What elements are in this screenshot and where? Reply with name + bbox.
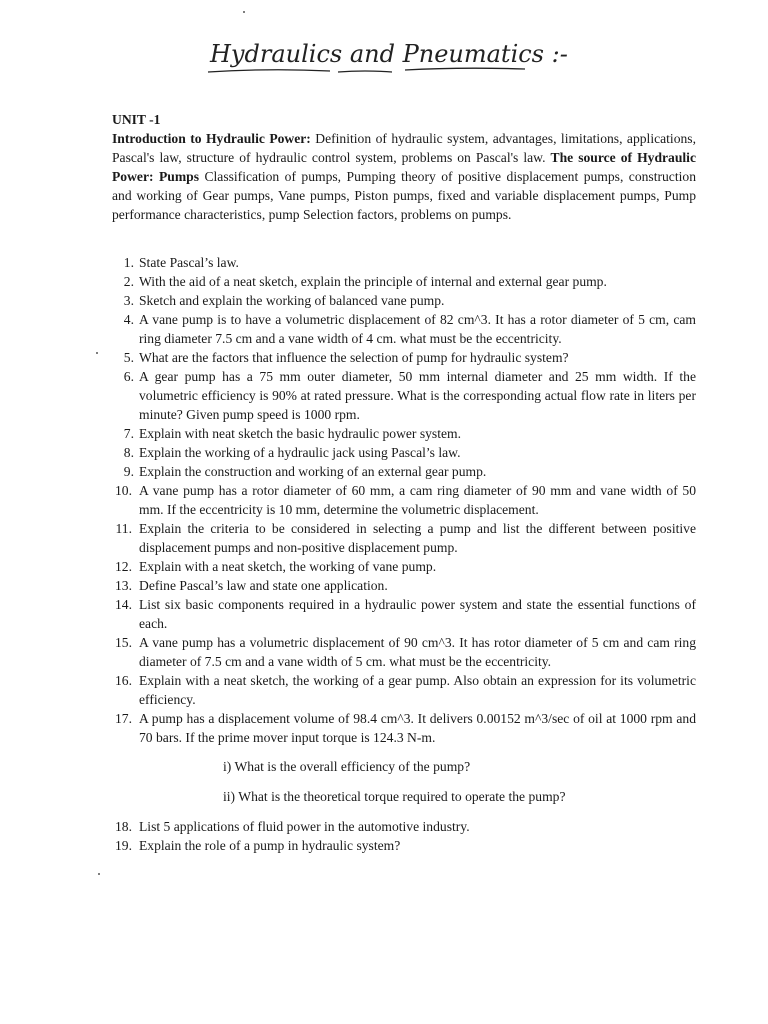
question-text: A pump has a displacement volume of 98.4 cm^3. It delivers 0.00152 m^3/sec of oil at 1000 rpm and 70 bars. If the prime mover input torque is 124.3 N-m.: [139, 711, 696, 745]
question-text: Define Pascal’s law and state one application.: [139, 578, 388, 593]
question-text: Explain with a neat sketch, the working of a gear pump. Also obtain an expression for its volumetric efficiency.: [139, 673, 696, 707]
question-number: 2.: [123, 274, 134, 289]
question-number: 15.: [115, 635, 132, 650]
scan-speck: [96, 352, 98, 354]
question-number: 14.: [115, 597, 132, 612]
syllabus-heading: The source of Hydraulic Power: Pumps: [112, 150, 696, 184]
question-number: 16.: [115, 673, 132, 688]
question-item: [112, 481, 696, 519]
question-text: List six basic components required in a hydraulic power system and state the essential functions of each.: [139, 597, 696, 631]
sub-question-item: i) What is the overall efficiency of the pump?: [223, 759, 471, 774]
title-underline: [208, 70, 330, 72]
question-item: [112, 272, 696, 291]
document-body: [112, 110, 696, 855]
question-number: 4.: [123, 312, 134, 327]
question-text: List 5 applications of fluid power in the automotive industry.: [139, 819, 470, 834]
question-text: A vane pump has a volumetric displacement of 90 cm^3. It has rotor diameter of 5 cm and cam ring diameter of 7.5 cm and a vane width of 5 cm. what must be the eccentricity.: [139, 635, 696, 669]
syllabus-text: Definition of hydraulic system, advantages, limitations, applications, Pascal's law, structure of hydraulic control system, problems on Pascal's law.: [112, 131, 696, 165]
question-item: [112, 633, 696, 671]
syllabus-heading: Introduction to Hydraulic Power:: [112, 131, 311, 146]
question-item: [112, 348, 696, 367]
question-item: [112, 817, 696, 836]
question-number: 8.: [123, 445, 134, 460]
question-item: [112, 595, 696, 633]
question-item: [112, 291, 696, 310]
question-number: 10.: [115, 483, 132, 498]
scan-speck: [98, 873, 100, 875]
question-text: Explain with a neat sketch, the working of vane pump.: [139, 559, 437, 574]
question-text: What are the factors that influence the selection of pump for hydraulic system?: [139, 350, 569, 365]
question-text: With the aid of a neat sketch, explain the principle of internal and external gear pump.: [139, 274, 607, 289]
question-text: A vane pump has a rotor diameter of 60 mm, a cam ring diameter of 90 mm and vane width of 50 mm. If the eccentricity is 10 mm, determine the volumetric displacement.: [139, 483, 696, 517]
question-item: [112, 443, 696, 462]
sub-question-list: [139, 757, 696, 806]
question-text: Explain the role of a pump in hydraulic system?: [139, 838, 401, 853]
question-number: 11.: [115, 521, 132, 536]
scan-speck: [243, 11, 245, 13]
question-list: [112, 253, 696, 855]
question-number: 7.: [123, 426, 134, 441]
question-number: 12.: [115, 559, 132, 574]
question-item: [112, 519, 696, 557]
question-item: [112, 367, 696, 424]
syllabus-paragraph: [112, 129, 696, 224]
handwritten-title-text: Hydraulics and Pneumatics :-: [210, 40, 568, 68]
handwritten-title-graphic: [200, 28, 580, 88]
unit-heading: UNIT -1: [112, 112, 161, 127]
title-underline: [338, 71, 392, 72]
question-item: [112, 576, 696, 595]
question-text: Explain the construction and working of an external gear pump.: [139, 464, 487, 479]
question-text: Explain the criteria to be considered in selecting a pump and list the different between positive displacement pumps and non-positive displacement pump.: [139, 521, 696, 555]
question-number: 18.: [115, 819, 132, 834]
syllabus-text: Classification of pumps, Pumping theory of positive displacement pumps, construction and working of Gear pumps, Vane pumps, Piston pumps, fixed and variable displacement pumps, Pump performance characteristics, pump Selection factors, problems on pumps.: [112, 169, 696, 222]
question-item: [112, 836, 696, 855]
question-item: [112, 310, 696, 348]
question-item: [112, 671, 696, 709]
question-number: 5.: [123, 350, 134, 365]
question-text: State Pascal’s law.: [139, 255, 239, 270]
handwritten-title: [200, 28, 580, 88]
question-number: 13.: [115, 578, 132, 593]
question-number: 19.: [115, 838, 132, 853]
question-text: A gear pump has a 75 mm outer diameter, 50 mm internal diameter and 25 mm width. If the volumetric efficiency is 90% at rated pressure. What is the corresponding actual flow rate in liters per minute? Given pump speed is 1000 rpm.: [139, 369, 696, 422]
question-text: Explain the working of a hydraulic jack using Pascal’s law.: [139, 445, 461, 460]
question-text: A vane pump is to have a volumetric displacement of 82 cm^3. It has a rotor diameter of 5 cm, cam ring diameter 7.5 cm and a vane width of 4 cm. what must be the eccentricity.: [139, 312, 696, 346]
question-item: [112, 424, 696, 443]
question-text: Sketch and explain the working of balanced vane pump.: [139, 293, 445, 308]
question-number: 9.: [123, 464, 134, 479]
question-item: [112, 709, 696, 806]
title-underline: [405, 68, 525, 70]
question-item: [112, 253, 696, 272]
question-number: 6.: [123, 369, 134, 384]
question-item: [112, 462, 696, 481]
question-number: 3.: [123, 293, 134, 308]
sub-question-item: ii) What is the theoretical torque required to operate the pump?: [223, 789, 566, 804]
question-number: 17.: [115, 711, 132, 726]
question-number: 1.: [123, 255, 134, 270]
question-item: [112, 557, 696, 576]
question-text: Explain with neat sketch the basic hydraulic power system.: [139, 426, 462, 441]
